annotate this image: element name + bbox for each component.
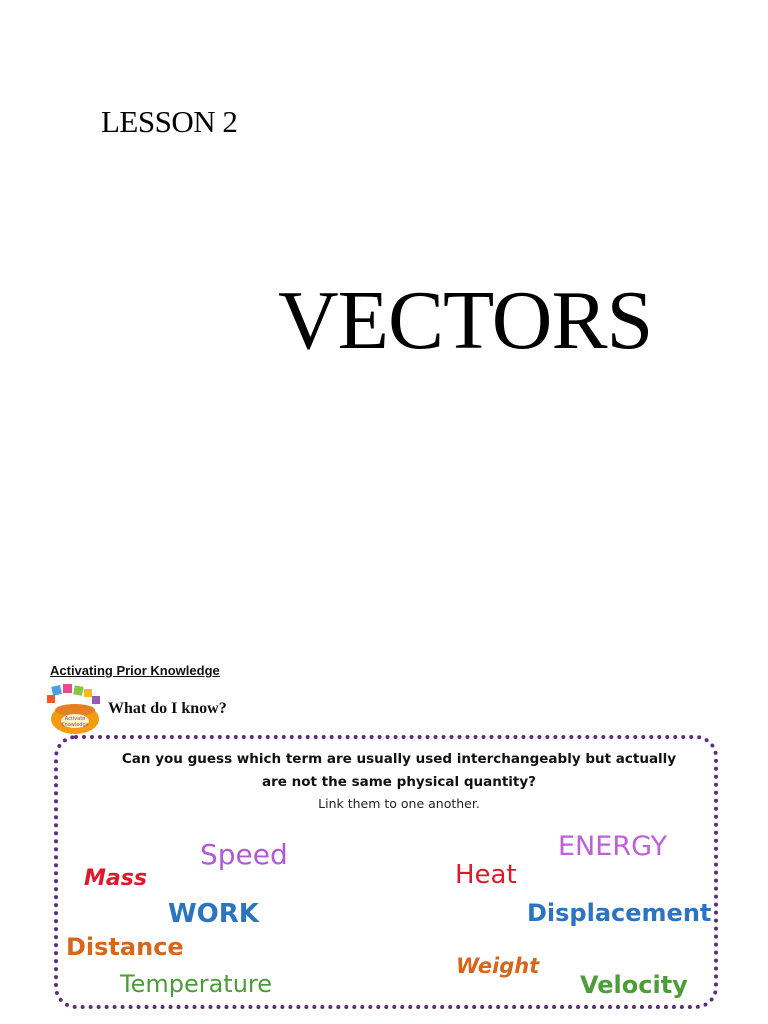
term-heat[interactable]: Heat: [455, 860, 517, 890]
svg-text:Knowledge: Knowledge: [61, 722, 89, 728]
term-temperature[interactable]: Temperature: [120, 970, 273, 998]
section-heading: Activating Prior Knowledge: [50, 663, 220, 678]
term-work[interactable]: WORK: [168, 899, 259, 929]
question-line-1: Can you guess which term are usually used interchangeably but actually: [121, 751, 677, 767]
knowledge-bag-icon: [44, 684, 106, 736]
lesson-label: LESSON 2: [101, 104, 238, 139]
term-weight[interactable]: Weight: [456, 954, 540, 978]
term-speed[interactable]: Speed: [200, 838, 288, 871]
page-title: VECTORS: [278, 274, 653, 367]
term-energy[interactable]: ENERGY: [558, 831, 668, 862]
question-line-2: are not the same physical quantity?: [262, 774, 536, 790]
term-distance[interactable]: Distance: [66, 933, 184, 961]
term-velocity[interactable]: Velocity: [580, 971, 688, 999]
svg-text:Activate: Activate: [64, 716, 86, 722]
term-mass[interactable]: Mass: [84, 866, 147, 891]
subheading: What do I know?: [108, 700, 227, 717]
instruction: Link them to one another.: [318, 796, 480, 811]
term-displacement[interactable]: Displacement: [527, 899, 712, 927]
